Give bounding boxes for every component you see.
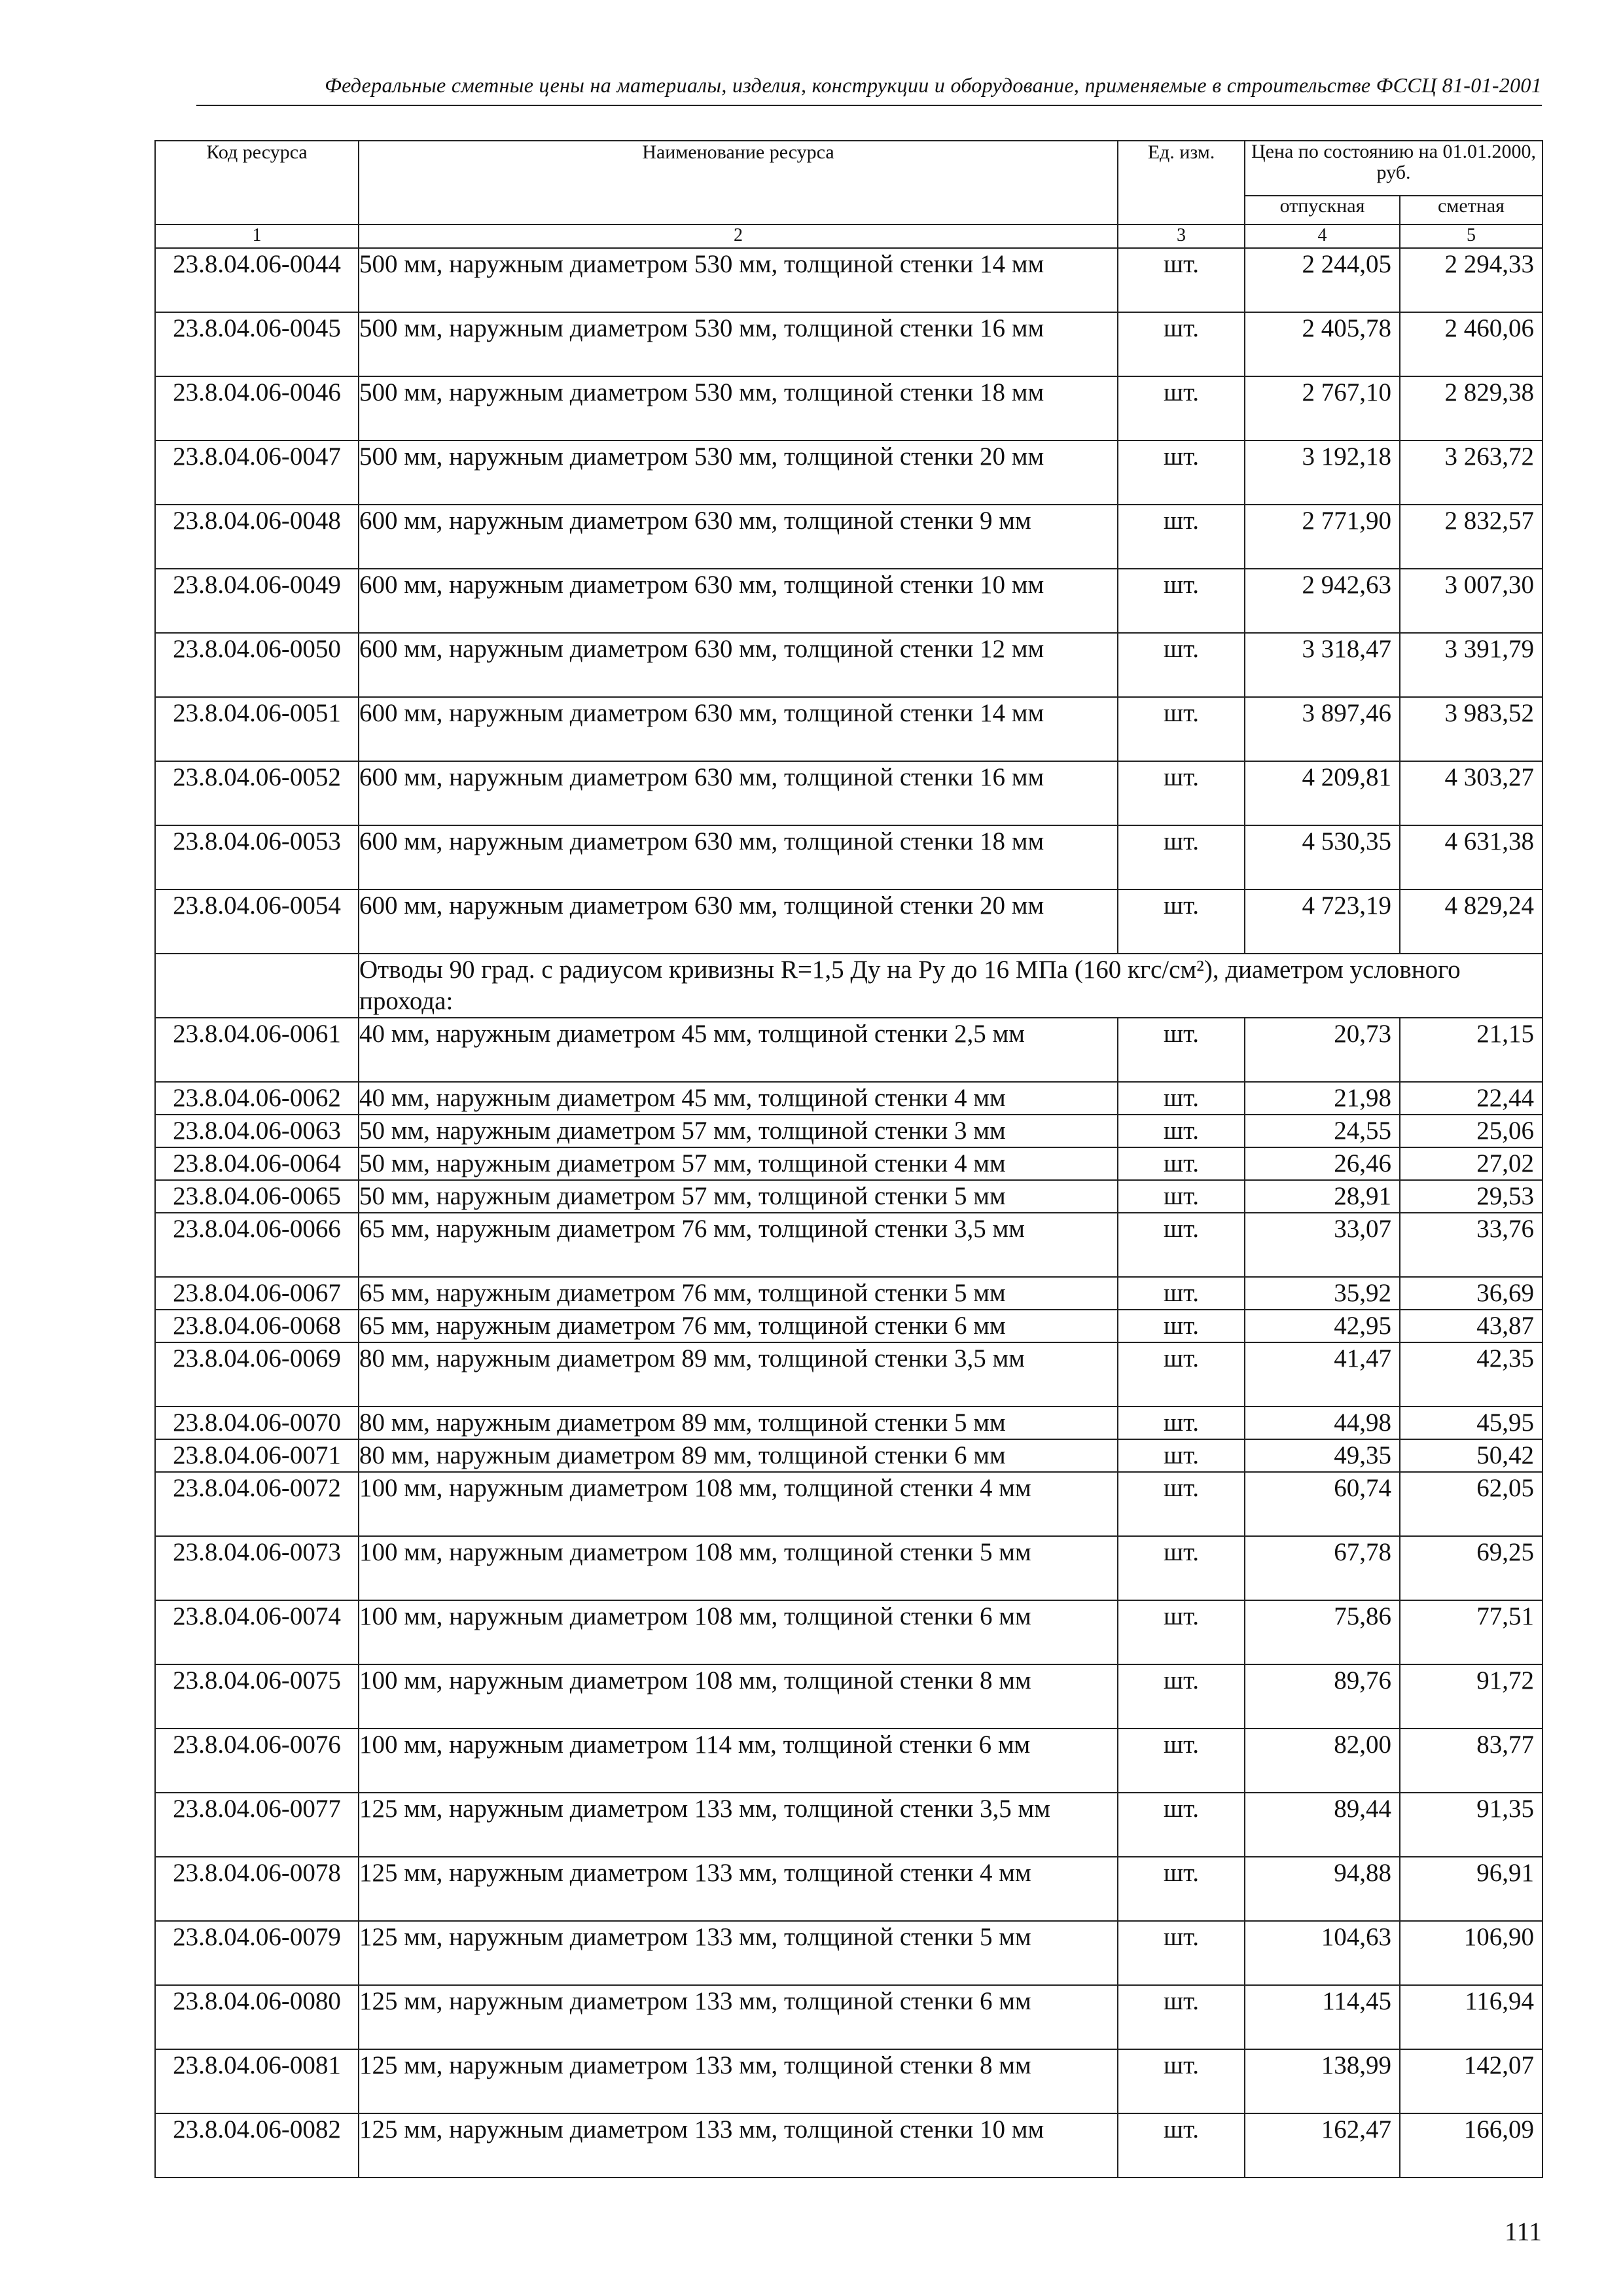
unit-cell: шт. xyxy=(1118,1342,1245,1407)
resource-code: 23.8.04.06-0075 xyxy=(155,1664,359,1729)
release-price: 2 771,90 xyxy=(1245,505,1400,569)
column-number: 5 xyxy=(1400,224,1543,248)
table-row xyxy=(155,1115,1543,1147)
estimate-price: 2 294,33 xyxy=(1400,248,1543,312)
unit-cell: шт. xyxy=(1118,1115,1245,1147)
resource-name: 500 мм, наружным диаметром 530 мм, толщиной стенки 20 мм xyxy=(359,440,1118,505)
table-row xyxy=(155,1277,1543,1310)
release-price: 28,91 xyxy=(1245,1180,1400,1213)
unit-cell: шт. xyxy=(1118,1664,1245,1729)
unit-cell: шт. xyxy=(1118,1472,1245,1536)
resource-name: 50 мм, наружным диаметром 57 мм, толщиной стенки 4 мм xyxy=(359,1147,1118,1180)
release-price: 41,47 xyxy=(1245,1342,1400,1407)
estimate-price: 77,51 xyxy=(1400,1600,1543,1664)
resource-name: 40 мм, наружным диаметром 45 мм, толщиной стенки 4 мм xyxy=(359,1082,1118,1115)
release-price: 33,07 xyxy=(1245,1213,1400,1277)
table-row xyxy=(155,1407,1543,1439)
table-row xyxy=(155,761,1543,825)
table-row xyxy=(155,569,1543,633)
estimate-price: 69,25 xyxy=(1400,1536,1543,1600)
resource-code: 23.8.04.06-0076 xyxy=(155,1729,359,1793)
release-price: 2 405,78 xyxy=(1245,312,1400,376)
unit-cell: шт. xyxy=(1118,1793,1245,1857)
estimate-price: 3 391,79 xyxy=(1400,633,1543,697)
resource-name: 80 мм, наружным диаметром 89 мм, толщиной стенки 5 мм xyxy=(359,1407,1118,1439)
release-price: 60,74 xyxy=(1245,1472,1400,1536)
resource-name: 125 мм, наружным диаметром 133 мм, толщиной стенки 3,5 мм xyxy=(359,1793,1118,1857)
unit-cell: шт. xyxy=(1118,248,1245,312)
resource-code: 23.8.04.06-0069 xyxy=(155,1342,359,1407)
table-row xyxy=(155,1472,1543,1536)
table-row xyxy=(155,1082,1543,1115)
table-row xyxy=(155,1985,1543,2049)
estimate-price: 91,35 xyxy=(1400,1793,1543,1857)
release-price: 138,99 xyxy=(1245,2049,1400,2113)
table-row xyxy=(155,1310,1543,1342)
resource-code: 23.8.04.06-0077 xyxy=(155,1793,359,1857)
release-price: 89,76 xyxy=(1245,1664,1400,1729)
unit-cell: шт. xyxy=(1118,1985,1245,2049)
estimate-price: 2 460,06 xyxy=(1400,312,1543,376)
unit-cell: шт. xyxy=(1118,1213,1245,1277)
resource-code: 23.8.04.06-0079 xyxy=(155,1921,359,1985)
estimate-price: 4 303,27 xyxy=(1400,761,1543,825)
release-price: 162,47 xyxy=(1245,2113,1400,2178)
resource-code: 23.8.04.06-0081 xyxy=(155,2049,359,2113)
estimate-price: 4 829,24 xyxy=(1400,889,1543,954)
resource-code: 23.8.04.06-0082 xyxy=(155,2113,359,2178)
release-price: 35,92 xyxy=(1245,1277,1400,1310)
unit-cell: шт. xyxy=(1118,376,1245,440)
resource-code: 23.8.04.06-0070 xyxy=(155,1407,359,1439)
unit-cell: шт. xyxy=(1118,1439,1245,1472)
estimate-price: 116,94 xyxy=(1400,1985,1543,2049)
resource-name: 600 мм, наружным диаметром 630 мм, толщиной стенки 20 мм xyxy=(359,889,1118,954)
unit-cell: шт. xyxy=(1118,440,1245,505)
column-header-price: Цена по состоянию на 01.01.2000, руб. xyxy=(1245,141,1543,196)
table-row xyxy=(155,2113,1543,2178)
unit-cell: шт. xyxy=(1118,505,1245,569)
release-price: 3 897,46 xyxy=(1245,697,1400,761)
column-number: 3 xyxy=(1118,224,1245,248)
estimate-price: 22,44 xyxy=(1400,1082,1543,1115)
resource-name: 50 мм, наружным диаметром 57 мм, толщиной стенки 3 мм xyxy=(359,1115,1118,1147)
table-row xyxy=(155,889,1543,954)
release-price: 4 723,19 xyxy=(1245,889,1400,954)
release-price: 42,95 xyxy=(1245,1310,1400,1342)
estimate-price: 50,42 xyxy=(1400,1439,1543,1472)
unit-cell: шт. xyxy=(1118,889,1245,954)
section-heading: Отводы 90 град. с радиусом кривизны R=1,5 Ду на Ру до 16 МПа (160 кгс/см²), диаметром условного прохода: xyxy=(359,954,1543,1018)
estimate-price: 106,90 xyxy=(1400,1921,1543,1985)
resource-name: 100 мм, наружным диаметром 108 мм, толщиной стенки 4 мм xyxy=(359,1472,1118,1536)
unit-cell: шт. xyxy=(1118,312,1245,376)
estimate-price: 33,76 xyxy=(1400,1213,1543,1277)
resource-name: 600 мм, наружным диаметром 630 мм, толщиной стенки 18 мм xyxy=(359,825,1118,889)
table-row xyxy=(155,633,1543,697)
unit-cell: шт. xyxy=(1118,1729,1245,1793)
price-table xyxy=(154,140,1543,2178)
resource-name: 600 мм, наружным диаметром 630 мм, толщиной стенки 14 мм xyxy=(359,697,1118,761)
estimate-price: 29,53 xyxy=(1400,1180,1543,1213)
unit-cell: шт. xyxy=(1118,1147,1245,1180)
table-row xyxy=(155,1536,1543,1600)
release-price: 44,98 xyxy=(1245,1407,1400,1439)
resource-name: 100 мм, наружным диаметром 108 мм, толщиной стенки 8 мм xyxy=(359,1664,1118,1729)
release-price: 24,55 xyxy=(1245,1115,1400,1147)
resource-code: 23.8.04.06-0072 xyxy=(155,1472,359,1536)
resource-name: 65 мм, наружным диаметром 76 мм, толщиной стенки 3,5 мм xyxy=(359,1213,1118,1277)
table-row xyxy=(155,2049,1543,2113)
table-row xyxy=(155,1793,1543,1857)
release-price: 82,00 xyxy=(1245,1729,1400,1793)
release-price: 49,35 xyxy=(1245,1439,1400,1472)
column-header-unit: Ед. изм. xyxy=(1118,141,1245,224)
column-number: 4 xyxy=(1245,224,1400,248)
table-row xyxy=(155,1600,1543,1664)
resource-name: 40 мм, наружным диаметром 45 мм, толщиной стенки 2,5 мм xyxy=(359,1018,1118,1082)
resource-name: 100 мм, наружным диаметром 114 мм, толщиной стенки 6 мм xyxy=(359,1729,1118,1793)
table-row xyxy=(155,825,1543,889)
resource-name: 125 мм, наружным диаметром 133 мм, толщиной стенки 6 мм xyxy=(359,1985,1118,2049)
resource-name: 125 мм, наружным диаметром 133 мм, толщиной стенки 8 мм xyxy=(359,2049,1118,2113)
resource-code: 23.8.04.06-0062 xyxy=(155,1082,359,1115)
resource-name: 80 мм, наружным диаметром 89 мм, толщиной стенки 6 мм xyxy=(359,1439,1118,1472)
resource-code: 23.8.04.06-0063 xyxy=(155,1115,359,1147)
unit-cell: шт. xyxy=(1118,1407,1245,1439)
resource-name: 65 мм, наружным диаметром 76 мм, толщиной стенки 6 мм xyxy=(359,1310,1118,1342)
estimate-price: 3 263,72 xyxy=(1400,440,1543,505)
resource-code: 23.8.04.06-0073 xyxy=(155,1536,359,1600)
resource-code: 23.8.04.06-0049 xyxy=(155,569,359,633)
resource-name: 600 мм, наружным диаметром 630 мм, толщиной стенки 12 мм xyxy=(359,633,1118,697)
resource-name: 500 мм, наружным диаметром 530 мм, толщиной стенки 16 мм xyxy=(359,312,1118,376)
estimate-price: 166,09 xyxy=(1400,2113,1543,2178)
estimate-price: 3 007,30 xyxy=(1400,569,1543,633)
estimate-price: 96,91 xyxy=(1400,1857,1543,1921)
resource-code: 23.8.04.06-0053 xyxy=(155,825,359,889)
estimate-price: 83,77 xyxy=(1400,1729,1543,1793)
resource-name: 600 мм, наружным диаметром 630 мм, толщиной стенки 16 мм xyxy=(359,761,1118,825)
resource-name: 125 мм, наружным диаметром 133 мм, толщиной стенки 10 мм xyxy=(359,2113,1118,2178)
resource-code: 23.8.04.06-0047 xyxy=(155,440,359,505)
unit-cell: шт. xyxy=(1118,1082,1245,1115)
resource-name: 100 мм, наружным диаметром 108 мм, толщиной стенки 6 мм xyxy=(359,1600,1118,1664)
estimate-price: 21,15 xyxy=(1400,1018,1543,1082)
unit-cell: шт. xyxy=(1118,2113,1245,2178)
estimate-price: 91,72 xyxy=(1400,1664,1543,1729)
table-row xyxy=(155,1147,1543,1180)
estimate-price: 62,05 xyxy=(1400,1472,1543,1536)
release-price: 3 318,47 xyxy=(1245,633,1400,697)
estimate-price: 43,87 xyxy=(1400,1310,1543,1342)
resource-code: 23.8.04.06-0068 xyxy=(155,1310,359,1342)
table-row xyxy=(155,1857,1543,1921)
unit-cell: шт. xyxy=(1118,825,1245,889)
unit-cell: шт. xyxy=(1118,697,1245,761)
resource-code: 23.8.04.06-0045 xyxy=(155,312,359,376)
release-price: 67,78 xyxy=(1245,1536,1400,1600)
release-price: 104,63 xyxy=(1245,1921,1400,1985)
estimate-price: 142,07 xyxy=(1400,2049,1543,2113)
estimate-price: 3 983,52 xyxy=(1400,697,1543,761)
table-row xyxy=(155,1729,1543,1793)
column-header-code: Код ресурса xyxy=(155,141,359,224)
resource-code: 23.8.04.06-0044 xyxy=(155,248,359,312)
estimate-price: 42,35 xyxy=(1400,1342,1543,1407)
column-header-estimate-price: сметная xyxy=(1400,196,1543,224)
resource-code: 23.8.04.06-0065 xyxy=(155,1180,359,1213)
section-code-cell xyxy=(155,954,359,1018)
resource-name: 600 мм, наружным диаметром 630 мм, толщиной стенки 9 мм xyxy=(359,505,1118,569)
table-row xyxy=(155,248,1543,312)
resource-code: 23.8.04.06-0064 xyxy=(155,1147,359,1180)
release-price: 2 244,05 xyxy=(1245,248,1400,312)
resource-code: 23.8.04.06-0071 xyxy=(155,1439,359,1472)
release-price: 2 767,10 xyxy=(1245,376,1400,440)
page-number: 111 xyxy=(1504,2217,1542,2246)
table-row xyxy=(155,1342,1543,1407)
table-row xyxy=(155,697,1543,761)
column-header-name: Наименование ресурса xyxy=(359,141,1118,224)
resource-name: 100 мм, наружным диаметром 108 мм, толщиной стенки 5 мм xyxy=(359,1536,1118,1600)
table-row xyxy=(155,505,1543,569)
resource-code: 23.8.04.06-0080 xyxy=(155,1985,359,2049)
unit-cell: шт. xyxy=(1118,1536,1245,1600)
section-heading-row xyxy=(155,954,1543,1018)
resource-code: 23.8.04.06-0067 xyxy=(155,1277,359,1310)
unit-cell: шт. xyxy=(1118,761,1245,825)
column-number: 2 xyxy=(359,224,1118,248)
estimate-price: 2 832,57 xyxy=(1400,505,1543,569)
estimate-price: 4 631,38 xyxy=(1400,825,1543,889)
release-price: 20,73 xyxy=(1245,1018,1400,1082)
resource-name: 600 мм, наружным диаметром 630 мм, толщиной стенки 10 мм xyxy=(359,569,1118,633)
unit-cell: шт. xyxy=(1118,633,1245,697)
table-row xyxy=(155,1921,1543,1985)
unit-cell: шт. xyxy=(1118,569,1245,633)
release-price: 89,44 xyxy=(1245,1793,1400,1857)
resource-name: 125 мм, наружным диаметром 133 мм, толщиной стенки 4 мм xyxy=(359,1857,1118,1921)
table-row xyxy=(155,440,1543,505)
running-header: Федеральные сметные цены на материалы, изделия, конструкции и оборудование, применяемые в строительстве ФССЦ 81-01-2001 xyxy=(325,73,1542,97)
estimate-price: 25,06 xyxy=(1400,1115,1543,1147)
release-price: 114,45 xyxy=(1245,1985,1400,2049)
unit-cell: шт. xyxy=(1118,2049,1245,2113)
resource-code: 23.8.04.06-0074 xyxy=(155,1600,359,1664)
unit-cell: шт. xyxy=(1118,1310,1245,1342)
resource-code: 23.8.04.06-0051 xyxy=(155,697,359,761)
table-row xyxy=(155,312,1543,376)
resource-name: 500 мм, наружным диаметром 530 мм, толщиной стенки 18 мм xyxy=(359,376,1118,440)
resource-name: 50 мм, наружным диаметром 57 мм, толщиной стенки 5 мм xyxy=(359,1180,1118,1213)
unit-cell: шт. xyxy=(1118,1180,1245,1213)
release-price: 3 192,18 xyxy=(1245,440,1400,505)
release-price: 2 942,63 xyxy=(1245,569,1400,633)
resource-code: 23.8.04.06-0052 xyxy=(155,761,359,825)
column-header-release-price: отпускная xyxy=(1245,196,1400,224)
estimate-price: 45,95 xyxy=(1400,1407,1543,1439)
table-row xyxy=(155,376,1543,440)
estimate-price: 2 829,38 xyxy=(1400,376,1543,440)
estimate-price: 36,69 xyxy=(1400,1277,1543,1310)
resource-code: 23.8.04.06-0046 xyxy=(155,376,359,440)
unit-cell: шт. xyxy=(1118,1018,1245,1082)
resource-code: 23.8.04.06-0054 xyxy=(155,889,359,954)
unit-cell: шт. xyxy=(1118,1921,1245,1985)
resource-name: 80 мм, наружным диаметром 89 мм, толщиной стенки 3,5 мм xyxy=(359,1342,1118,1407)
release-price: 75,86 xyxy=(1245,1600,1400,1664)
resource-code: 23.8.04.06-0048 xyxy=(155,505,359,569)
table-row xyxy=(155,1664,1543,1729)
column-number-row xyxy=(155,224,1543,248)
release-price: 4 209,81 xyxy=(1245,761,1400,825)
resource-name: 65 мм, наружным диаметром 76 мм, толщиной стенки 5 мм xyxy=(359,1277,1118,1310)
release-price: 26,46 xyxy=(1245,1147,1400,1180)
header-divider xyxy=(196,105,1542,106)
table-row xyxy=(155,1213,1543,1277)
resource-code: 23.8.04.06-0050 xyxy=(155,633,359,697)
resource-code: 23.8.04.06-0078 xyxy=(155,1857,359,1921)
unit-cell: шт. xyxy=(1118,1857,1245,1921)
release-price: 21,98 xyxy=(1245,1082,1400,1115)
release-price: 4 530,35 xyxy=(1245,825,1400,889)
estimate-price: 27,02 xyxy=(1400,1147,1543,1180)
column-number: 1 xyxy=(155,224,359,248)
resource-name: 500 мм, наружным диаметром 530 мм, толщиной стенки 14 мм xyxy=(359,248,1118,312)
unit-cell: шт. xyxy=(1118,1277,1245,1310)
resource-code: 23.8.04.06-0066 xyxy=(155,1213,359,1277)
table-row xyxy=(155,1439,1543,1472)
unit-cell: шт. xyxy=(1118,1600,1245,1664)
table-row xyxy=(155,1180,1543,1213)
resource-code: 23.8.04.06-0061 xyxy=(155,1018,359,1082)
resource-name: 125 мм, наружным диаметром 133 мм, толщиной стенки 5 мм xyxy=(359,1921,1118,1985)
table-row xyxy=(155,1018,1543,1082)
release-price: 94,88 xyxy=(1245,1857,1400,1921)
